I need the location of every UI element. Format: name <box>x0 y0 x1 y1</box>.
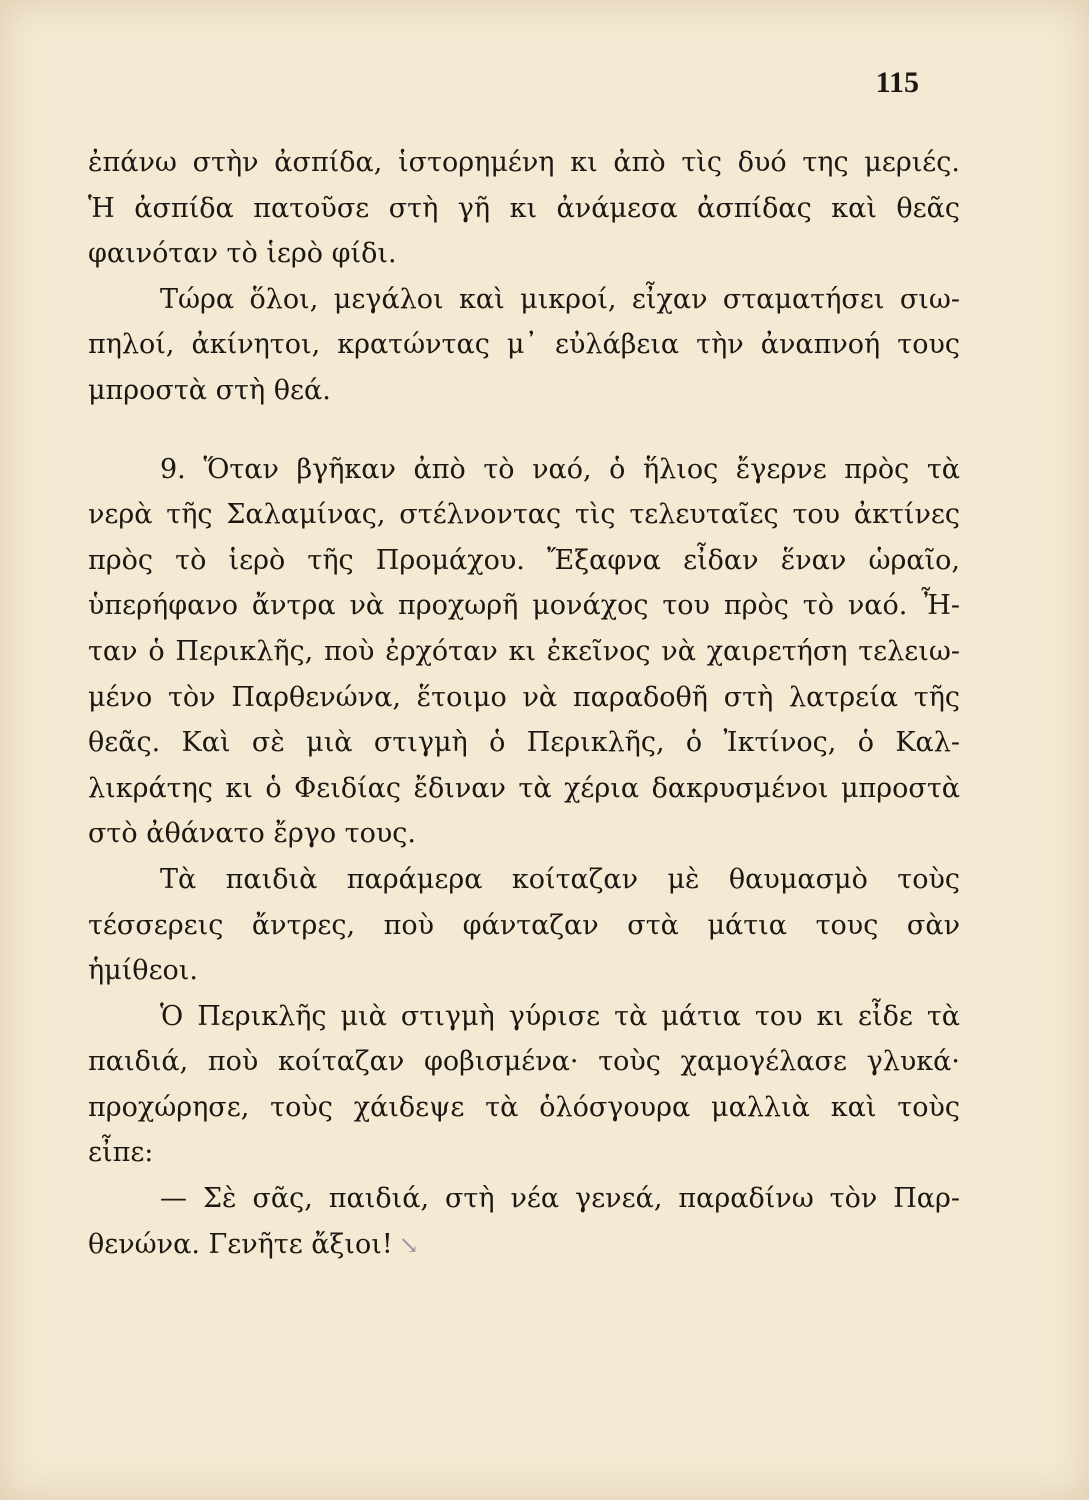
text-line: φαινόταν τὸ ἱερὸ φίδι. <box>88 238 397 270</box>
closing-line: θενώνα. Γενῆτε ἄξιοι! <box>88 1228 393 1260</box>
text-line: νερὰ τῆς Σαλαμίνας, στέλνοντας τὶς τελευταῖες του ἀκτίνες <box>88 499 960 531</box>
pencil-mark-icon: ↘ <box>398 1230 419 1259</box>
text-line: τέσσερεις ἄντρες, ποὺ φάνταζαν στὰ μάτια τους σὰν <box>88 909 960 941</box>
dialogue-line: — Σὲ σᾶς, παιδιά, στὴ νέα γενεά, παραδίνω τὸν Παρ- <box>160 1183 960 1215</box>
text-line: λικράτης κι ὁ Φειδίας ἔδιναν τὰ χέρια δακρυσμένοι μπροστὰ <box>88 772 960 804</box>
section-gap <box>88 414 960 447</box>
text-line <box>88 1222 960 1268</box>
section-heading-line: 9. Ὅταν βγῆκαν ἀπὸ τὸ ναό, ὁ ἥλιος ἔγερνε πρὸς τὰ <box>160 453 960 485</box>
text-line: ὑπερήφανο ἄντρα νὰ προχωρῆ μονάχος του πρὸς τὸ ναό. Ἦ- <box>88 590 960 622</box>
text-line: πηλοί, ἀκίνητοι, κρατώντας μ᾽ εὐλάβεια τὴν ἀναπνοή τους <box>88 329 960 361</box>
text-line: ἐπάνω στὴν ἀσπίδα, ἱστορημένη κι ἀπὸ τὶς δυό της μεριές. <box>88 147 960 178</box>
text-line: προχώρησε, τοὺς χάιδεψε τὰ ὁλόσγουρα μαλλιὰ καὶ τοὺς <box>88 1091 960 1123</box>
text-line: παιδιά, ποὺ κοίταζαν φοβισμένα· τοὺς χαμογέλασε γλυκά· <box>88 1046 960 1078</box>
page-number: 115 <box>875 66 919 99</box>
text-line: Τώρα ὅλοι, μεγάλοι καὶ μικροί, εἶχαν σταματήσει σιω- <box>160 283 960 315</box>
text-line: ἡμίθεοι. <box>88 955 198 987</box>
text-line: μένο τὸν Παρθενώνα, ἕτοιμο νὰ παραδοθῆ στὴ λατρεία τῆς <box>88 681 960 713</box>
text-line: ταν ὁ Περικλῆς, ποὺ ἐρχόταν κι ἐκεῖνος νὰ χαιρετήση τελειω- <box>88 635 960 667</box>
text-line: εἶπε: <box>88 1137 154 1169</box>
text-line: Ὁ Περικλῆς μιὰ στιγμὴ γύρισε τὰ μάτια του κι εἶδε τὰ <box>160 1000 960 1032</box>
text-line: Τὰ παιδιὰ παράμερα κοίταζαν μὲ θαυμασμὸ τοὺς <box>160 863 960 895</box>
text-line: στὸ ἀθάνατο ἔργο τους. <box>88 818 416 850</box>
text-line: Ἡ ἀσπίδα πατοῦσε στὴ γῆ κι ἀνάμεσα ἀσπίδας καὶ θεᾶς <box>88 192 960 224</box>
body-text <box>88 140 960 1267</box>
text-line: μπροστὰ στὴ θεά. <box>88 374 331 406</box>
text-line: θεᾶς. Καὶ σὲ μιὰ στιγμὴ ὁ Περικλῆς, ὁ Ἰκτίνος, ὁ Καλ- <box>88 727 960 759</box>
text-line: πρὸς τὸ ἱερὸ τῆς Προμάχου. Ἔξαφνα εἶδαν ἕναν ὡραῖο, <box>88 544 960 576</box>
